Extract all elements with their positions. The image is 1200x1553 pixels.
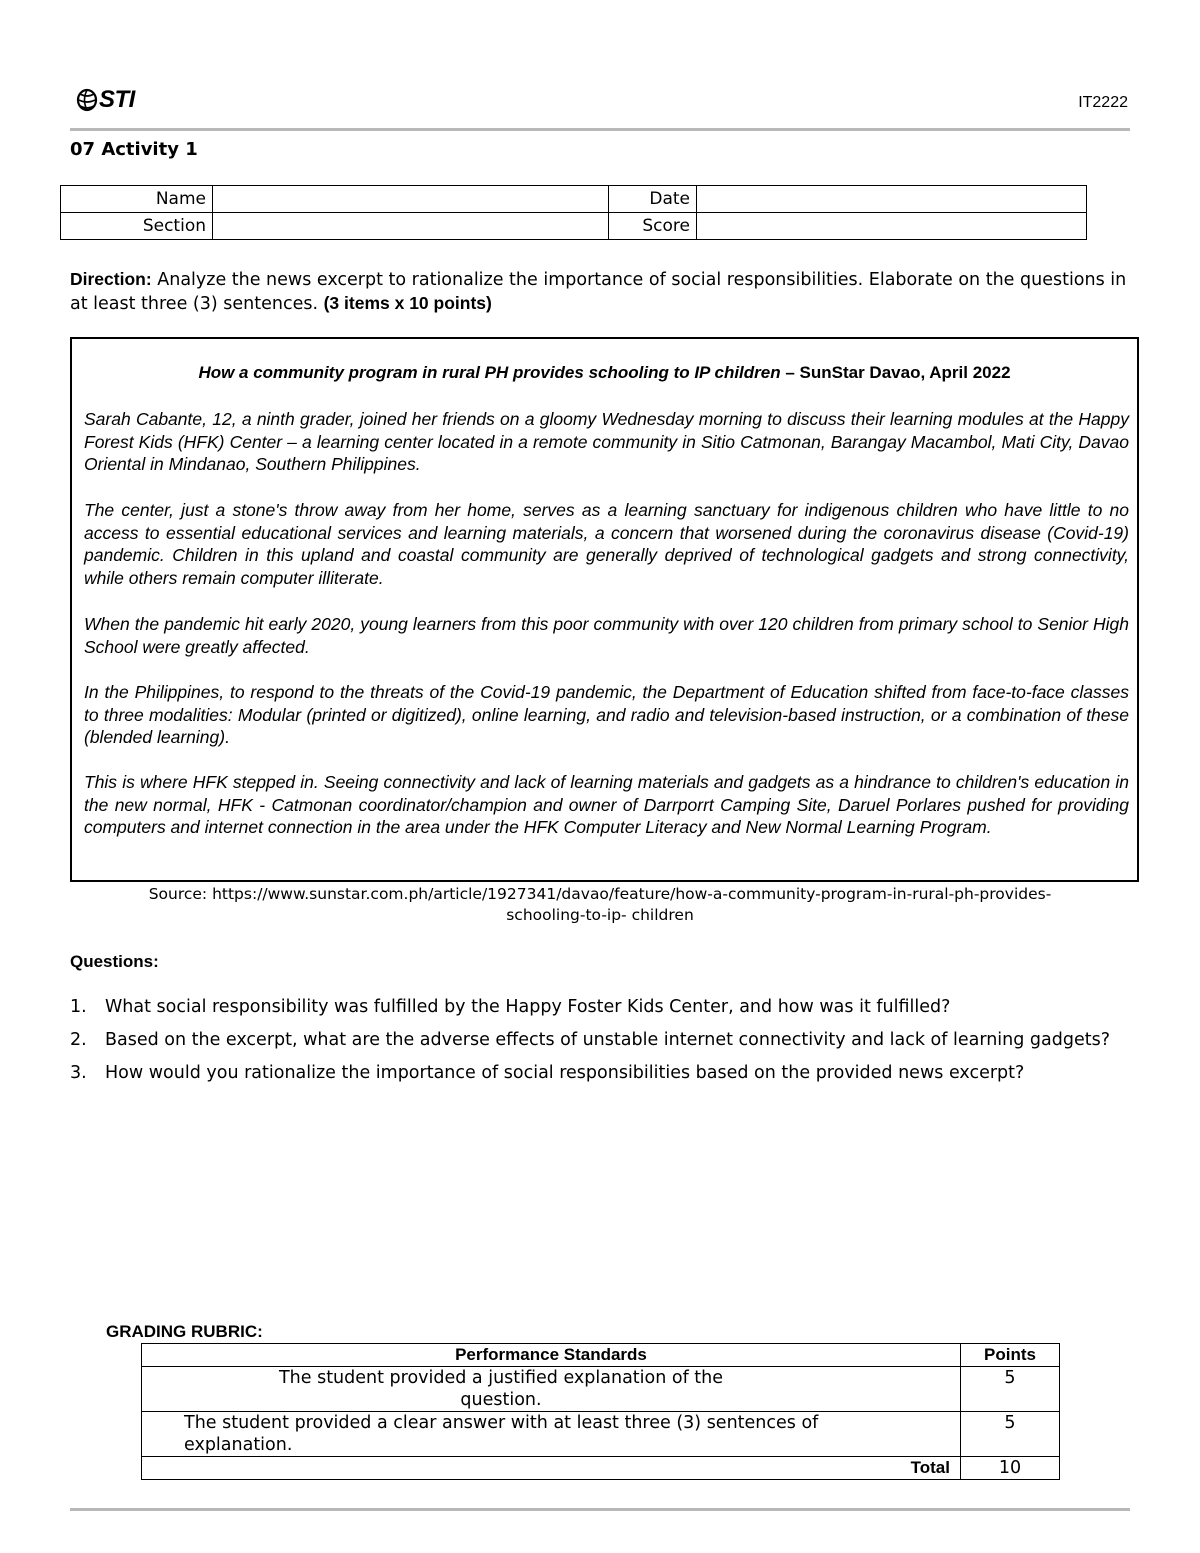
- source-line-2: schooling-to-ip- children: [506, 906, 694, 924]
- rubric-standard: The student provided a clear answer with at least three (3) sentences of explanation.: [142, 1412, 961, 1457]
- standards-header: Performance Standards: [142, 1344, 961, 1367]
- question-text: How would you rationalize the importance of social responsibilities based on the provided news excerpt?: [105, 1063, 1025, 1083]
- excerpt-byline: – SunStar Davao, April 2022: [780, 363, 1011, 382]
- direction-points: (3 items x 10 points): [323, 293, 492, 313]
- header-divider: [70, 128, 1130, 131]
- logo-text: STI: [99, 86, 135, 113]
- excerpt-heading: [72, 363, 1137, 383]
- rubric-standard: The student provided a justified explanation of the question.: [142, 1367, 961, 1412]
- rubric-total-row: [142, 1457, 1060, 1480]
- question-item: [70, 1062, 1145, 1085]
- question-number: 3.: [70, 1063, 87, 1083]
- excerpt-paragraph: The center, just a stone's throw away from her home, serves as a learning sanctuary for indigenous children who have little to no access to essential educational services and learning materials, a concern that worsened during the coronavirus disease (Covid-19) pandemic. Children in this upland and coastal community are generally deprived of technological gadgets and strong connectivity, while others remain computer illiterate.: [84, 500, 1129, 589]
- name-label: Name: [61, 186, 213, 213]
- points-header: Points: [961, 1344, 1060, 1367]
- rubric-row: [142, 1367, 1060, 1412]
- section-label: Section: [61, 213, 213, 240]
- source-line-1: Source: https://www.sunstar.com.ph/article/1927341/davao/feature/how-a-community-program-in-rural-ph-provides-: [148, 885, 1052, 903]
- globe-icon: [76, 88, 98, 112]
- question-number: 2.: [70, 1030, 87, 1050]
- activity-title: 07 Activity 1: [70, 139, 198, 160]
- name-field[interactable]: [213, 186, 609, 213]
- excerpt-paragraph: In the Philippines, to respond to the threats of the Covid-19 pandemic, the Department of Education shifted from face-to-face classes to three modalities: Modular (printed or digitized), online learning, and radio and television-based instruction, or a combination of these (blended learning).: [84, 682, 1129, 748]
- excerpt-paragraph: When the pandemic hit early 2020, young learners from this poor community with over 120 children from primary school to Senior High School were greatly affected.: [84, 614, 1129, 657]
- score-field[interactable]: [697, 213, 1087, 240]
- questions-title: Questions:: [70, 952, 159, 971]
- source-citation: [70, 884, 1130, 926]
- questions-list: [70, 996, 1145, 1095]
- rubric-title: GRADING RUBRIC:: [106, 1322, 263, 1341]
- rubric-points: 5: [961, 1367, 1060, 1412]
- grading-rubric-table: [141, 1343, 1060, 1480]
- question-text: What social responsibility was fulfilled by the Happy Foster Kids Center, and how was it fulfilled?: [105, 997, 951, 1017]
- student-info-table: [60, 185, 1087, 240]
- date-field[interactable]: [697, 186, 1087, 213]
- question-number: 1.: [70, 997, 87, 1017]
- document-code: IT2222: [1078, 94, 1128, 111]
- sti-logo: [76, 86, 135, 114]
- excerpt-paragraph: This is where HFK stepped in. Seeing connectivity and lack of learning materials and gadgets as a hindrance to children's education in the new normal, HFK - Catmonan coordinator/champion and owner of Darrporrt Camping Site, Daruel Porlares pushed for providing computers and internet connection in the area under the HFK Computer Literacy and New Normal Learning Program.: [84, 772, 1129, 838]
- question-item: [70, 996, 1145, 1019]
- section-field[interactable]: [213, 213, 609, 240]
- total-points: 10: [961, 1457, 1060, 1480]
- total-label: Total: [142, 1457, 961, 1480]
- excerpt-paragraph: Sarah Cabante, 12, a ninth grader, joined her friends on a gloomy Wednesday morning to discuss their learning modules at the Happy Forest Kids (HFK) Center – a learning center located in a remote community in Sitio Catmonan, Barangay Macambol, Mati City, Davao Oriental in Mindanao, Southern Philippines.: [84, 409, 1129, 475]
- rubric-points: 5: [961, 1412, 1060, 1457]
- score-label: Score: [609, 213, 697, 240]
- rubric-row: [142, 1412, 1060, 1457]
- direction-body: Analyze the news excerpt to rationalize the importance of social responsibilities. Elaborate on the questions in at least three (3) sentences.: [70, 270, 1127, 314]
- news-excerpt-box: [70, 337, 1139, 882]
- direction-text: [70, 268, 1140, 316]
- date-label: Date: [609, 186, 697, 213]
- question-text: Based on the excerpt, what are the adverse effects of unstable internet connectivity and lack of learning gadgets?: [105, 1030, 1111, 1050]
- footer-divider: [70, 1508, 1130, 1511]
- question-item: [70, 1029, 1145, 1052]
- direction-label: Direction:: [70, 269, 152, 289]
- excerpt-headline: How a community program in rural PH provides schooling to IP children: [198, 363, 781, 382]
